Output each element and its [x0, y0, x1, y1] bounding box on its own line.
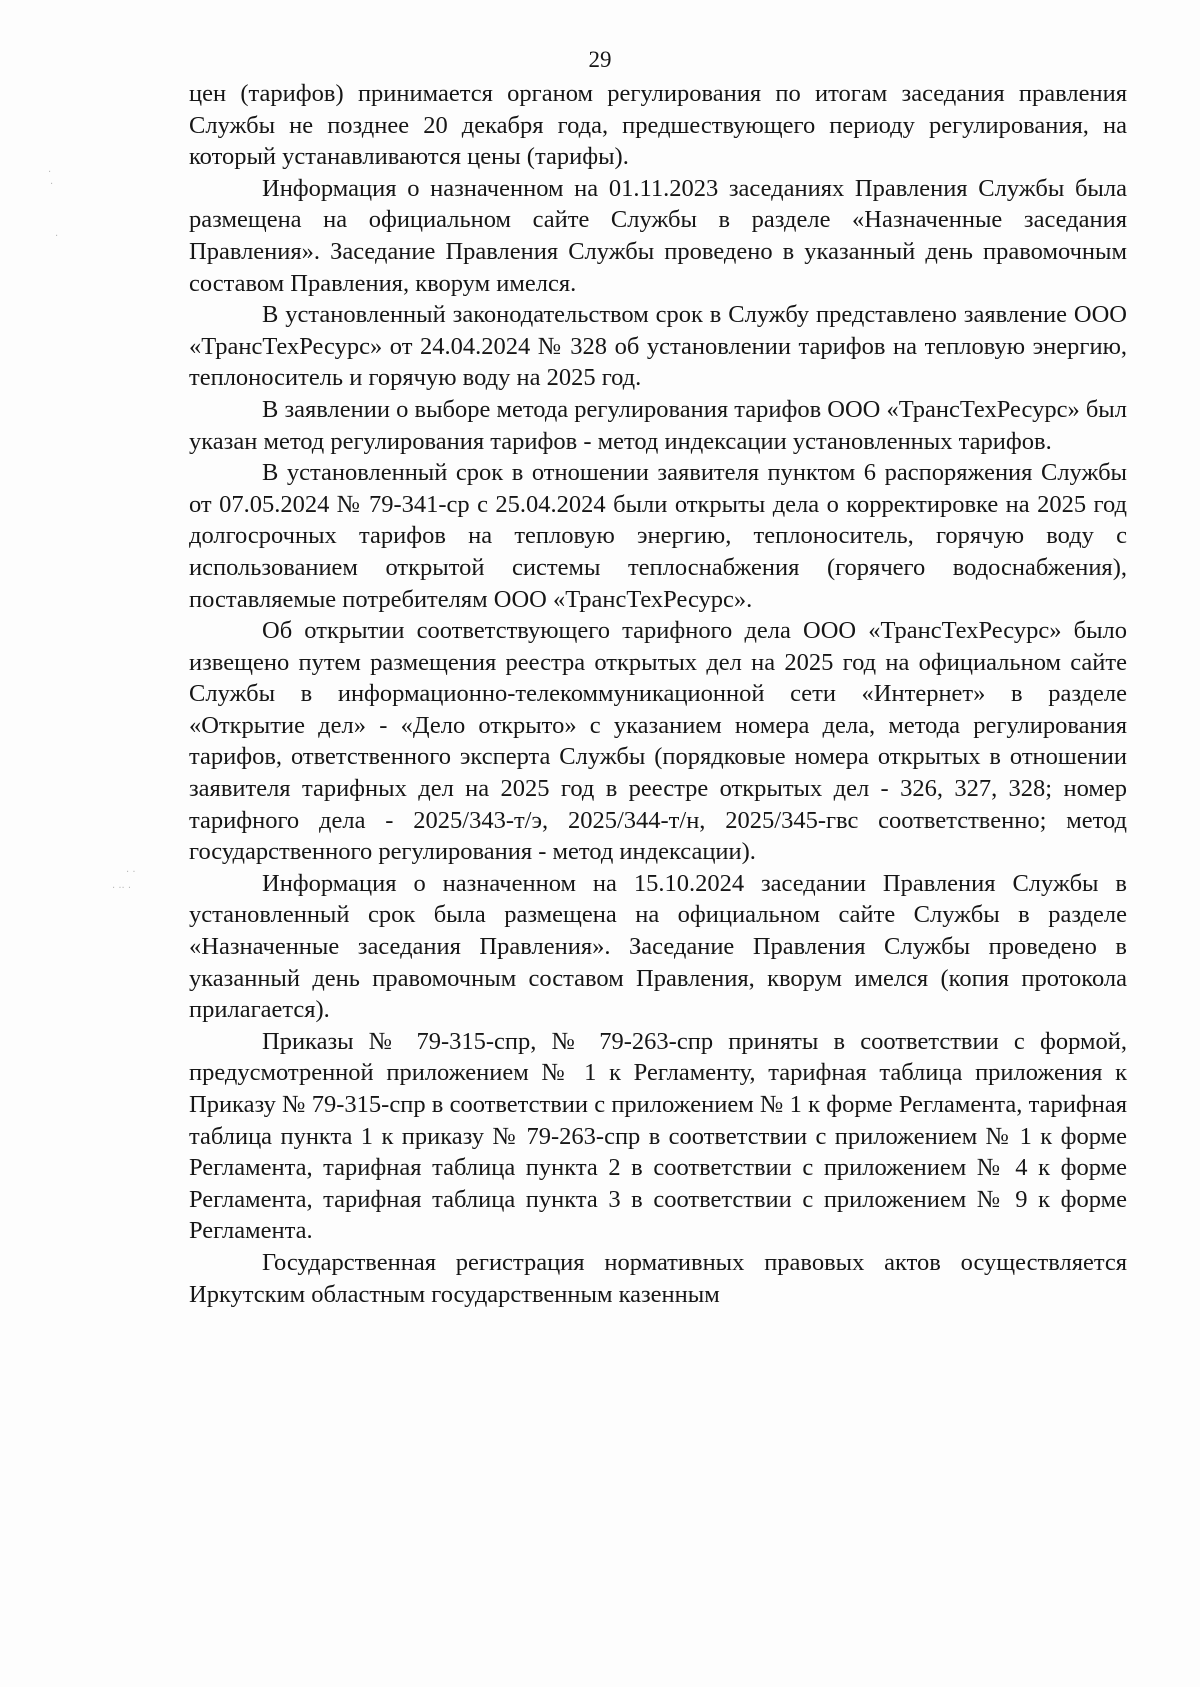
paragraph: В установленный законодательством срок в Службу представлено заявление ООО «ТрансТехРесурс» от 24.04.2024 № 328 об установлении тарифов на тепловую энергию, теплоноситель и горячую воду на 2025 год. [189, 301, 1127, 392]
paragraph: цен (тарифов) принимается органом регулирования по итогам заседания правления Службы не позднее 20 декабря года, предшествующего периоду регулирования, на который устанавливаются цены (тарифы). [189, 80, 1127, 171]
paragraph: Информация о назначенном на 15.10.2024 заседании Правления Службы в установленный срок была размещена на официальном сайте Службы в разделе «Назначенные заседания Правления». Заседание Правления Службы проведено в указанный день правомочным составом Правления, кворум имелся (копия протокола прилагается). [189, 869, 1127, 1024]
paragraph: В заявлении о выборе метода регулирования тарифов ООО «ТрансТехРесурс» был указан метод регулирования тарифов - метод индексации установленных тарифов. [189, 395, 1127, 455]
scan-artifact: · ·· · [112, 883, 132, 894]
document-body [189, 78, 1127, 1310]
scan-artifact: · [50, 179, 54, 190]
paragraph: Государственная регистрация нормативных правовых актов осуществляется Иркутским областным государственным казенным [189, 1248, 1127, 1308]
page-number: 29 [588, 47, 612, 72]
scan-artifact: · [55, 231, 59, 242]
paragraph: В установленный срок в отношении заявителя пунктом 6 распоряжения Службы от 07.05.2024 № 79-341-ср с 25.04.2024 были открыты дела о корректировке на 2025 год долгосрочных тарифов на тепловую энергию, теплоноситель, горячую воду с использованием открытой системы теплоснабжения (горячего водоснабжения), поставляемые потребителям ООО «ТрансТехРесурс». [189, 459, 1127, 613]
scan-artifact: · · [126, 867, 136, 878]
scan-artifact: · [48, 167, 52, 178]
paragraph: Об открытии соответствующего тарифного дела ООО «ТрансТехРесурс» было извещено путем размещения реестра открытых дел на 2025 год на официальном сайте Службы в информационно-телекоммуникационной сети «Интернет» в разделе «Открытие дел» - «Дело открыто» с указанием номера дела, метода регулирования тарифов, ответственного эксперта Службы (порядковые номера открытых в отношении заявителя тарифных дел на 2025 год в реестре открытых дел - 326, 327, 328; номер тарифного дела - 2025/343-т/э, 2025/344-т/н, 2025/345-гвс соответственно; метод государственного регулирования - метод индексации). [189, 617, 1127, 866]
paragraph: Приказы № 79-315-спр, № 79-263-спр приняты в соответствии с формой, предусмотренной приложением № 1 к Регламенту, тарифная таблица приложения к Приказу № 79-315-спр в соответствии с приложением № 1 к форме Регламента, тарифная таблица пункта 1 к приказу № 79-263-спр в соответствии с приложением № 1 к форме Регламента, тарифная таблица пункта 2 в соответствии с приложением № 4 к форме Регламента, тарифная таблица пункта 3 в соответствии с приложением № 9 к форме Регламента. [189, 1027, 1127, 1245]
paragraph: Информация о назначенном на 01.11.2023 заседаниях Правления Службы была размещена на официальном сайте Службы в разделе «Назначенные заседания Правления». Заседание Правления Службы проведено в указанный день правомочным составом Правления, кворум имелся. [189, 174, 1127, 297]
